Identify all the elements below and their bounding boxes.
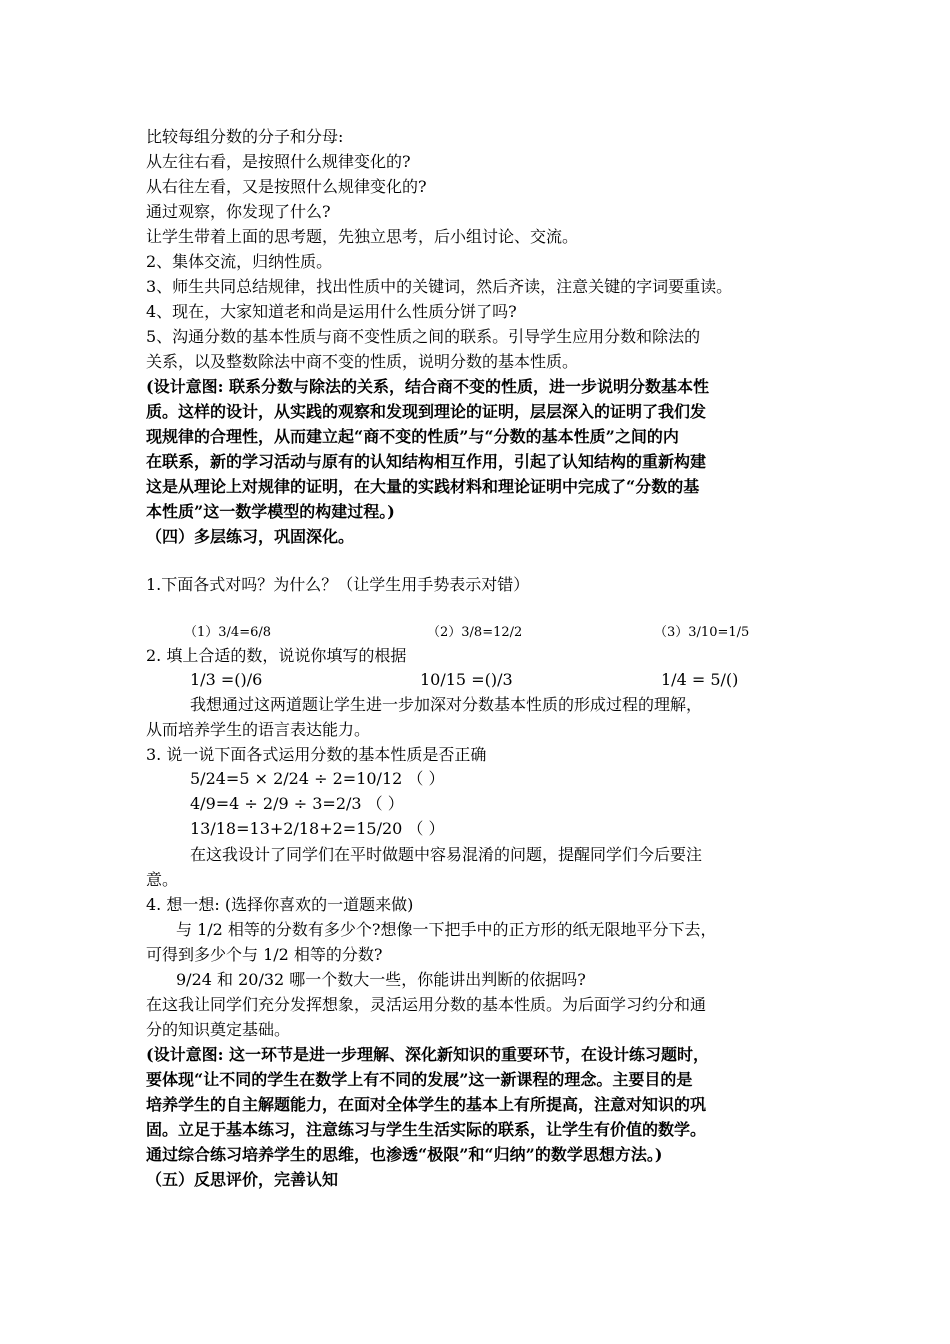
design-intent-line: 这是从理论上对规律的证明，在大量的实践材料和理论证明中完成了“分数的基 [146, 477, 700, 496]
section-heading: （四）多层练习，巩固深化。 [146, 527, 355, 546]
design-intent-line: 现规律的合理性，从而建立起“商不变的性质”与“分数的基本性质”之间的内 [146, 427, 679, 446]
question-title: 2. 填上合适的数，说说你填写的根据 [146, 646, 407, 665]
text-line: 比较每组分数的分子和分母: [146, 127, 344, 146]
text-line: 从右往左看，又是按照什么规律变化的? [146, 177, 427, 196]
design-intent-line: 质。这样的设计，从实践的观察和发现到理论的证明，层层深入的证明了我们发 [146, 402, 707, 421]
question-item: 10/15 =()/3 [420, 670, 513, 689]
teacher-note: 我想通过这两道题让学生进一步加深对分数基本性质的形成过程的理解， [190, 695, 703, 714]
question-item: 13/18=13+2/18+2=15/20 （ ） [190, 819, 445, 838]
question-line: 可得到多少个与 1/2 相等的分数? [146, 945, 383, 964]
teacher-note: 分的知识奠定基础。 [146, 1020, 291, 1039]
design-intent-line: 要体现“让不同的学生在数学上有不同的发展”这一新课程的理念。主要目的是 [146, 1070, 693, 1089]
question-line: 9/24 和 20/32 哪一个数大一些，你能讲出判断的依据吗? [176, 970, 586, 989]
teacher-note: 从而培养学生的语言表达能力。 [146, 720, 371, 739]
question-item: 1/3 =()/6 [190, 670, 263, 689]
text-line: 从左往右看，是按照什么规律变化的? [146, 152, 411, 171]
text-line: 让学生带着上面的思考题，先独立思考，后小组讨论、交流。 [146, 227, 579, 246]
text-line: 关系，以及整数除法中商不变的性质，说明分数的基本性质。 [146, 352, 579, 371]
question-title: 3. 说一说下面各式运用分数的基本性质是否正确 [146, 745, 487, 764]
design-intent-line: 通过综合练习培养学生的思维，也渗透“极限”和“归纳”的数学思想方法。) [146, 1145, 663, 1164]
text-line: 5、沟通分数的基本性质与商不变性质之间的联系。引导学生应用分数和除法的 [146, 327, 701, 346]
question-title: 4. 想一想: (选择你喜欢的一道题来做) [146, 895, 414, 914]
teacher-note: 意。 [146, 870, 179, 889]
text-line: 3、师生共同总结规律，找出性质中的关键词，然后齐读，注意关键的字词要重读。 [146, 277, 733, 296]
question-item: （1）3/4=6/8 [184, 625, 272, 640]
design-intent-line: (设计意图: 联系分数与除法的关系，结合商不变的性质，进一步说明分数基本性 [146, 377, 710, 396]
text-line: 通过观察，你发现了什么? [146, 202, 331, 221]
design-intent-line: 本性质”这一数学模型的构建过程。) [146, 502, 395, 521]
design-intent-line: 在联系，新的学习活动与原有的认知结构相互作用，引起了认知结构的重新构建 [146, 452, 707, 471]
question-title: 1.下面各式对吗？为什么？（让学生用手势表示对错） [146, 575, 530, 594]
question-item: 4/9=4 ÷ 2/9 ÷ 3=2/3 （ ） [190, 794, 404, 813]
text-line: 2、集体交流，归纳性质。 [146, 252, 333, 271]
teacher-note: 在这我让同学们充分发挥想象，灵活运用分数的基本性质。为后面学习约分和通 [146, 995, 707, 1014]
text-line: 4、现在，大家知道老和尚是运用什么性质分饼了吗? [146, 302, 517, 321]
design-intent-line: (设计意图: 这一环节是进一步理解、深化新知识的重要环节，在设计练习题时， [146, 1045, 710, 1064]
design-intent-line: 固。立足于基本练习，注意练习与学生生活实际的联系，让学生有价值的数学。 [146, 1120, 707, 1139]
teacher-note: 在这我设计了同学们在平时做题中容易混淆的问题，提醒同学们今后要注 [190, 845, 703, 864]
design-intent-line: 培养学生的自主解题能力，在面对全体学生的基本上有所提高，注意对知识的巩 [146, 1095, 707, 1114]
question-item: （2）3/8=12/2 [427, 625, 523, 640]
question-item: 5/24=5 × 2/24 ÷ 2=10/12 （ ） [190, 769, 445, 788]
question-item: （3）3/10=1/5 [654, 625, 750, 640]
question-line: 与 1/2 相等的分数有多少个?想像一下把手中的正方形的纸无限地平分下去， [176, 920, 717, 939]
question-item: 1/4 = 5/() [661, 670, 739, 689]
section-heading: （五）反思评价，完善认知 [146, 1170, 339, 1189]
